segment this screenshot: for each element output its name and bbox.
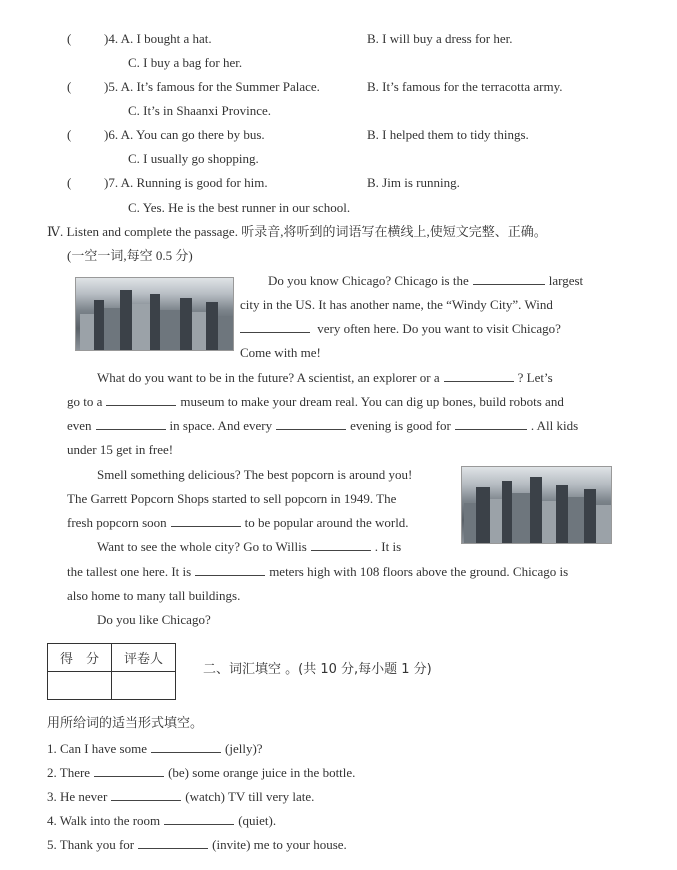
passage-line: under 15 get in free!	[67, 442, 174, 457]
vocab-item: 4. Walk into the room (quiet).	[47, 813, 277, 828]
passage-line: even in space. And every evening is good for . All kids	[67, 418, 579, 433]
grader-header: 评卷人	[112, 644, 176, 672]
q5-option-c: C. It’s in Shaanxi Province.	[128, 103, 271, 118]
passage-line: go to a museum to make your dream real. You can dig up bones, build robots and	[67, 394, 564, 409]
passage-line: The Garrett Popcorn Shops started to sell popcorn in 1949. The	[67, 491, 397, 506]
passage-line: fresh popcorn soon to be popular around the world.	[67, 515, 409, 530]
q7-option-c: C. Yes. He is the best runner in our school.	[128, 200, 351, 215]
q6-paren: (	[67, 127, 72, 142]
q7-option-b: B. Jim is running.	[367, 175, 460, 190]
vocab-item: 1. Can I have some (jelly)?	[47, 741, 263, 756]
passage-line: What do you want to be in the future? A scientist, an explorer or a ? Let’s	[97, 370, 553, 385]
chicago-aerial-photo	[461, 466, 612, 544]
score-header: 得 分	[48, 644, 112, 672]
passage-line: Want to see the whole city? Go to Willis . It is	[97, 539, 402, 554]
section4-heading: Ⅳ. Listen and complete the passage. 听录音,将听到的词语写在横线上,使短文完整、正确。	[47, 224, 547, 239]
grader-cell[interactable]	[112, 672, 176, 700]
answer-blank[interactable]	[94, 765, 164, 777]
q5-option-b: B. It’s famous for the terracotta army.	[367, 79, 563, 94]
passage-line: Smell something delicious? The best popcorn is around you!	[97, 467, 413, 482]
q4-paren: (	[67, 31, 72, 46]
section4-note: (一空一词,每空 0.5 分)	[67, 248, 193, 263]
passage-line: Do you know Chicago? Chicago is the largest	[268, 273, 584, 288]
answer-blank[interactable]	[151, 741, 221, 753]
q6-option-a: )6. A. You can go there by bus.	[104, 127, 265, 142]
vocab-item: 5. Thank you for (invite) me to your house.	[47, 837, 347, 852]
vocab-item: 3. He never (watch) TV till very late.	[47, 789, 315, 804]
section2-heading: 二、词汇填空 。(共 10 分,每小题 1 分)	[203, 662, 432, 677]
q5-paren: (	[67, 79, 72, 94]
passage-line: very often here. Do you want to visit Chicago?	[240, 321, 561, 337]
answer-blank[interactable]	[138, 837, 208, 849]
passage-line: city in the US. It has another name, the “Windy City”. Wind	[240, 297, 553, 312]
q6-option-b: B. I helped them to tidy things.	[367, 127, 529, 142]
q7-paren: (	[67, 175, 72, 190]
score-cell[interactable]	[48, 672, 112, 700]
chicago-skyline-photo	[75, 277, 234, 351]
q5-option-a: )5. A. It’s famous for the Summer Palace.	[104, 79, 320, 94]
section2-instruction: 用所给词的适当形式填空。	[47, 716, 204, 731]
answer-blank[interactable]	[111, 789, 181, 801]
q7-option-a: )7. A. Running is good for him.	[104, 175, 268, 190]
answer-blank[interactable]	[164, 813, 234, 825]
passage-line: the tallest one here. It is meters high with 108 floors above the ground. Chicago is	[67, 564, 569, 579]
q4-option-b: B. I will buy a dress for her.	[367, 31, 513, 46]
q4-option-a: )4. A. I bought a hat.	[104, 31, 212, 46]
q4-option-c: C. I buy a bag for her.	[128, 55, 243, 70]
passage-line: Do you like Chicago?	[97, 612, 211, 627]
passage-line: also home to many tall buildings.	[67, 588, 241, 603]
q6-option-c: C. I usually go shopping.	[128, 151, 259, 166]
vocab-item: 2. There (be) some orange juice in the bottle.	[47, 765, 356, 780]
passage-line: Come with me!	[240, 345, 321, 360]
score-table	[47, 643, 176, 700]
